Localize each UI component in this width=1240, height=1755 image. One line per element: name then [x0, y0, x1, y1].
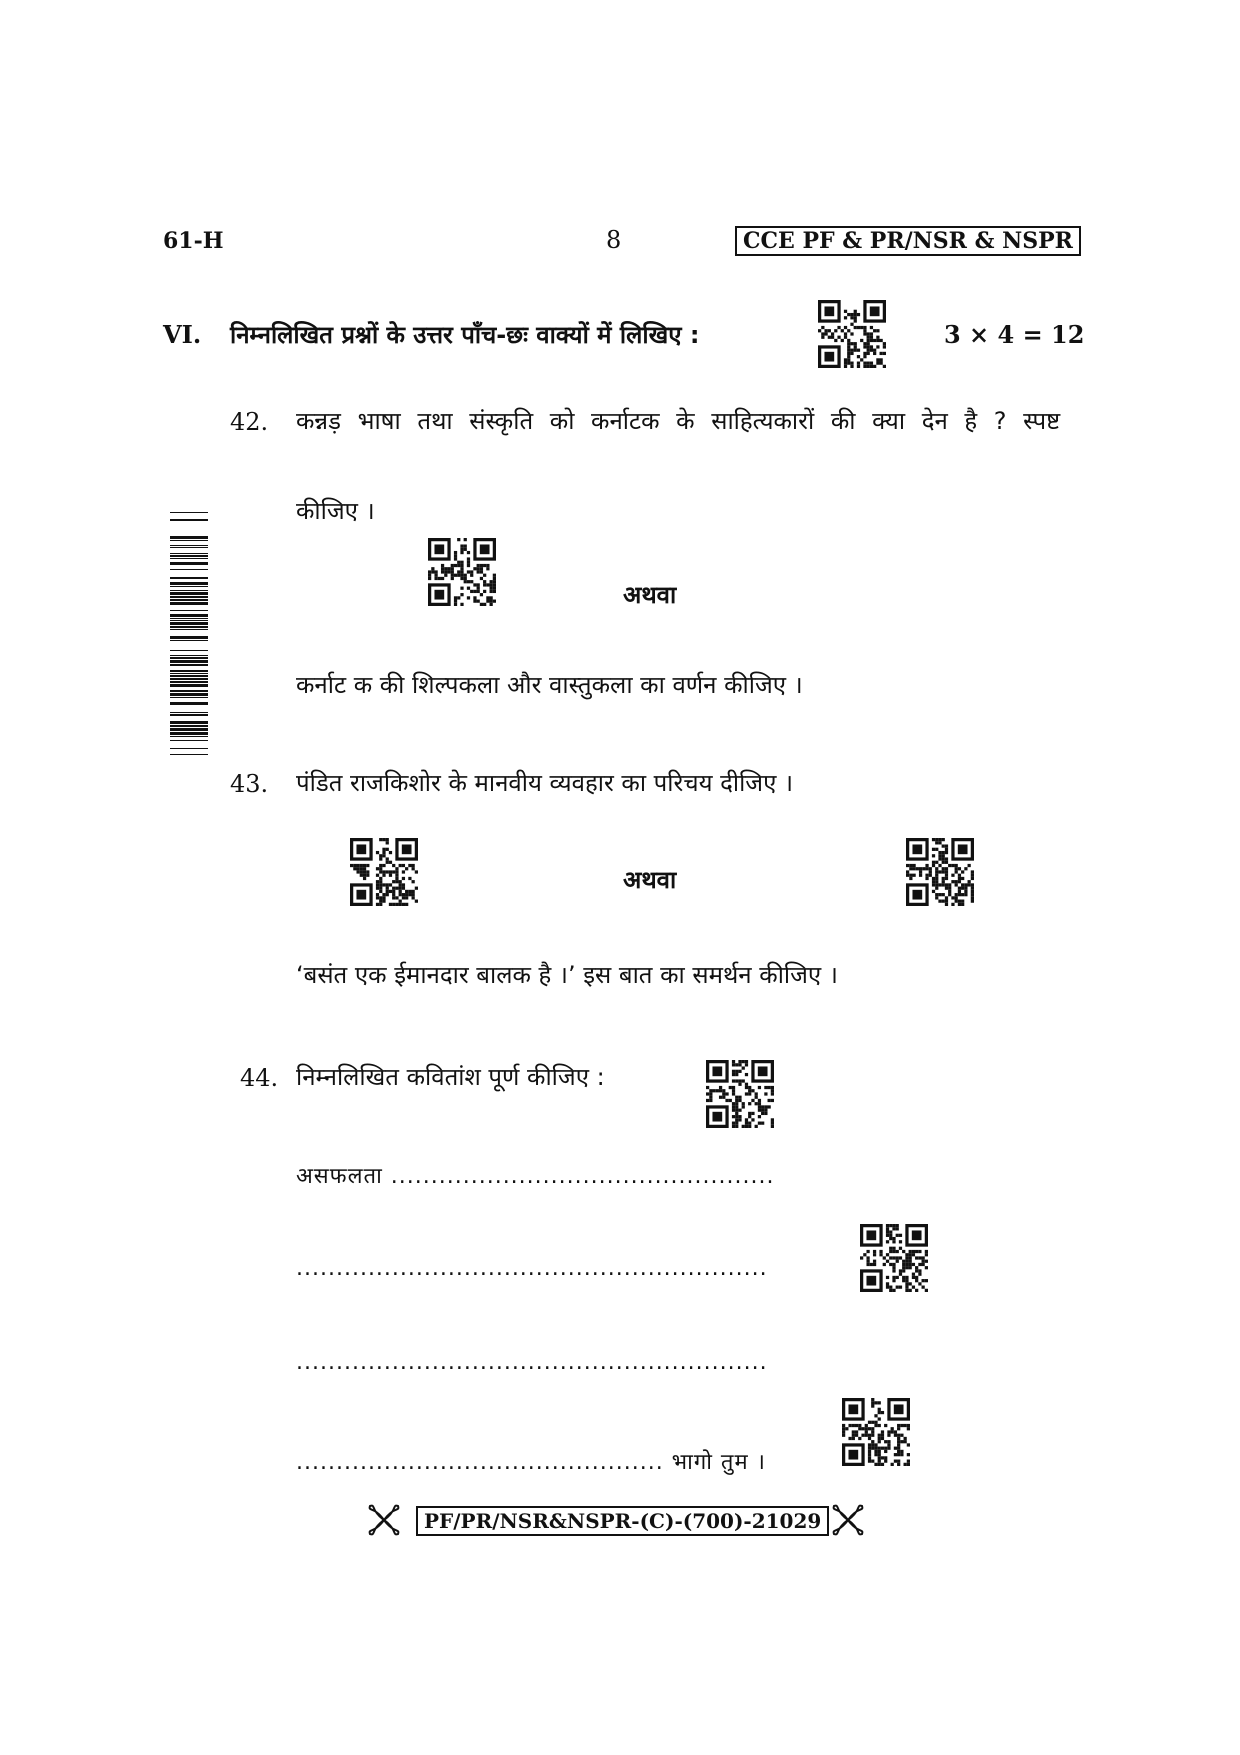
qr-code [706, 1060, 774, 1128]
qr-code [842, 1398, 910, 1466]
qr-code [350, 838, 418, 906]
question-text: निम्नलिखित कवितांश पूर्ण कीजिए : [296, 1063, 605, 1091]
question-number: 43. [230, 770, 269, 798]
section-instruction: निम्नलिखित प्रश्नों के उत्तर पाँच-छः वाक्यों में लिखिए : [230, 321, 700, 349]
series-label: CCE PF & PR/NSR & NSPR [735, 226, 1081, 256]
qr-code [860, 1224, 928, 1292]
page-number: 8 [606, 226, 622, 254]
ornament-icon [366, 1502, 402, 1538]
ornament-icon [830, 1502, 866, 1538]
poem-line: असफलता ................................................ [296, 1164, 775, 1189]
footer-code: PF/PR/NSR&NSPR-(C)-(700)-21029 [416, 1506, 829, 1536]
or-label: अथवा [623, 581, 677, 609]
qr-code [818, 300, 886, 368]
question-text: पंडित राजकिशोर के मानवीय व्यवहार का परिचय दीजिए । [296, 769, 794, 797]
poem-line: ........................................................... [296, 1256, 768, 1281]
poem-line: .............................................. भागो तुम । [296, 1450, 766, 1475]
section-number: VI. [163, 320, 202, 349]
or-label: अथवा [623, 866, 677, 894]
barcode [170, 512, 208, 760]
question-number: 44. [240, 1064, 279, 1092]
qr-code [428, 538, 496, 606]
question-text-continued: कीजिए । [296, 497, 375, 525]
paper-code: 61-H [163, 228, 224, 254]
question-number: 42. [230, 408, 269, 436]
alternative-question: ‘बसंत एक ईमानदार बालक है ।’ इस बात का समर्थन कीजिए । [296, 961, 838, 989]
poem-line: ........................................................... [296, 1350, 768, 1375]
qr-code [906, 838, 974, 906]
section-marks: 3 × 4 = 12 [944, 320, 1085, 349]
question-text: कन्नड़ भाषा तथा संस्कृति को कर्नाटक के साहित्यकारों की क्या देन है ? स्पष्ट [296, 407, 1061, 435]
alternative-question: कर्नाट क की शिल्पकला और वास्तुकला का वर्णन कीजिए । [296, 671, 803, 699]
